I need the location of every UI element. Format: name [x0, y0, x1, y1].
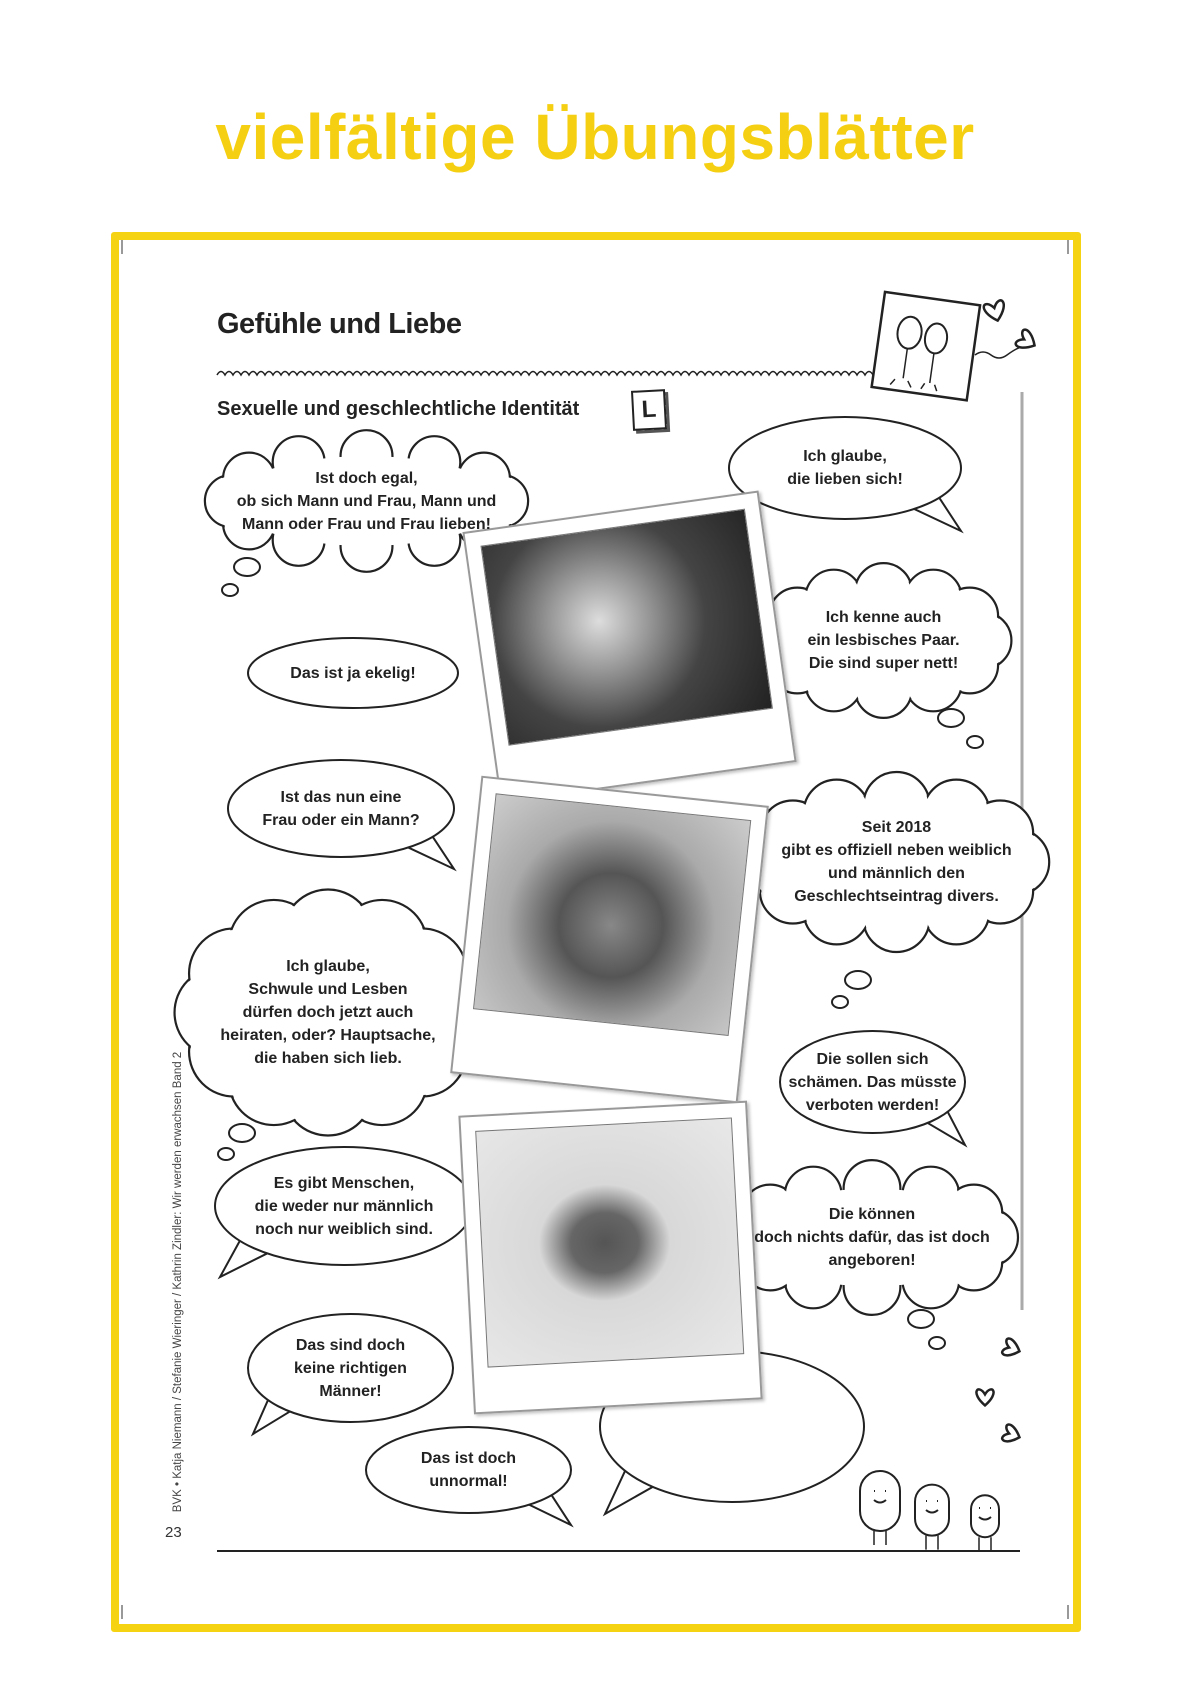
credit-line: BVK • Katja Niemann / Stefanie Wieringer / Kathrin Zindler: Wir werden erwachsen Band 2 [172, 1051, 184, 1513]
speech-bubble: Ich glaube, Schwule und Lesben dürfen doch jetzt auch heiraten, oder? Hauptsache, die haben sich lieb. [220, 958, 436, 1067]
speech-bubble: Ich kenne auch ein lesbisches Paar. Die sind super nett! [807, 609, 960, 672]
speech-bubble: Seit 2018 gibt es offiziell neben weiblich und männlich den Geschlechtseintrag divers. [781, 819, 1012, 905]
thought-dot [832, 996, 848, 1008]
worksheet-subheading: Sexuelle und geschlechtliche Identität [217, 398, 580, 420]
wavy-divider [975, 347, 1021, 358]
child-figure [971, 1495, 999, 1537]
heart-icon [1002, 1338, 1023, 1360]
photo-gay-couple [450, 776, 769, 1104]
thought-dot [929, 1337, 945, 1349]
child-legs [874, 1531, 886, 1545]
thought-dot [845, 971, 871, 989]
heart-icon [976, 1389, 993, 1405]
heart-icon [1015, 329, 1039, 354]
child-figure [860, 1471, 900, 1531]
thought-dot [908, 1310, 934, 1328]
speech-bubble: Das ist doch unnormal! [420, 1450, 517, 1490]
thought-dot [222, 584, 238, 596]
worksheet-heading: Gefühle und Liebe [217, 308, 462, 340]
thought-dot [938, 709, 964, 727]
child-legs [926, 1536, 938, 1550]
banner-title: vielfältige Übungsblätter [215, 101, 975, 173]
page-number: 23 [165, 1524, 182, 1541]
speech-bubble: Das ist ja ekelig! [290, 664, 416, 682]
speech-bubble: Das sind doch keine richtigen Männer! [294, 1336, 407, 1400]
speech-bubble: Ist doch egal, ob sich Mann und Frau, Mann und Mann oder Frau und Frau lieben! [236, 469, 497, 533]
child-figure [915, 1485, 949, 1536]
wavy-divider [217, 372, 873, 376]
couple-illustration [872, 292, 980, 400]
child-legs [979, 1537, 991, 1551]
empty-speech-bubble[interactable] [600, 1351, 864, 1502]
level-badge: L [631, 389, 667, 431]
thought-dot [229, 1124, 255, 1142]
speech-bubble: Die sollen sich schämen. Das müsste verboten werden! [788, 1050, 957, 1114]
speech-bubble: Die können doch nichts dafür, das ist doch angeboren! [754, 1206, 990, 1269]
speech-bubble: Ich glaube, die lieben sich! [787, 448, 903, 488]
speech-bubble: Es gibt Menschen, die weder nur männlich noch nur weiblich sind. [254, 1174, 434, 1238]
speech-bubble: Ist das nun eine Frau oder ein Mann? [262, 788, 420, 829]
thought-dot [234, 558, 260, 576]
heart-icon [1002, 1424, 1023, 1446]
heart-icon [983, 300, 1007, 323]
thought-dot [967, 736, 983, 748]
